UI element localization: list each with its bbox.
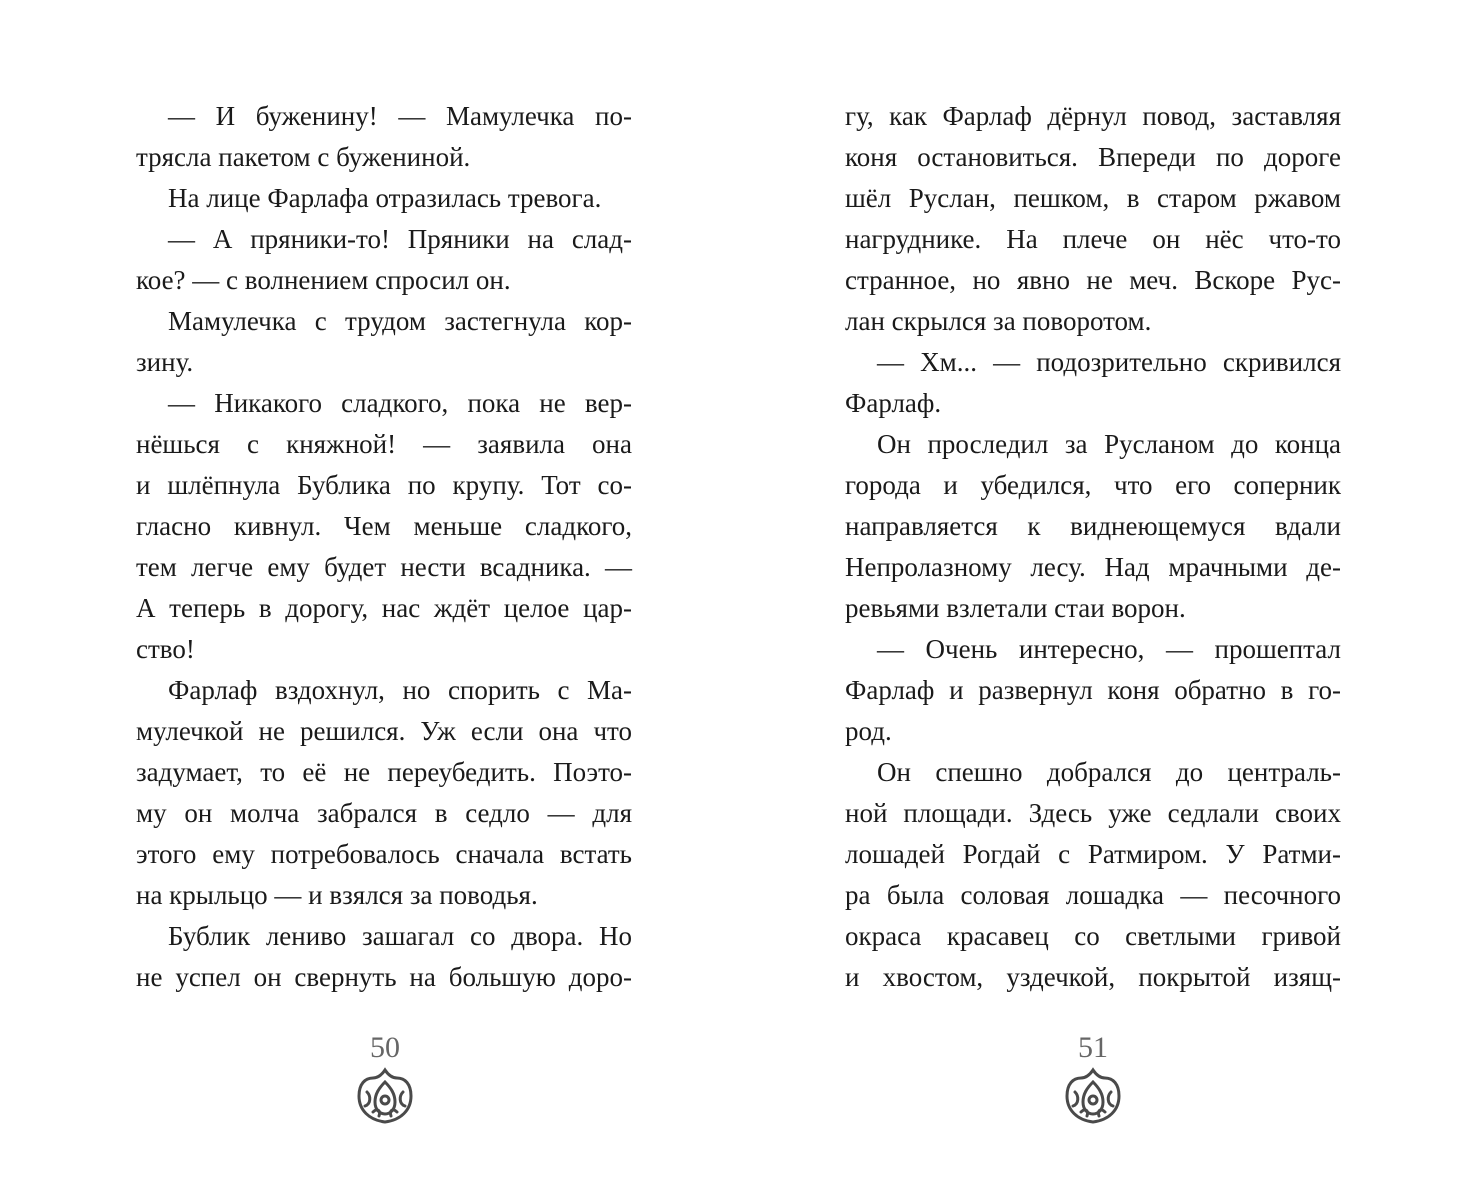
- text-line: гу, как Фарлаф дёрнул повод, заставляя: [845, 101, 1341, 131]
- text-line: трясла пакетом с бужениной.: [136, 142, 471, 172]
- text-line: род.: [845, 716, 892, 746]
- page-number-left: 50: [370, 1031, 400, 1064]
- text-line: А теперь в дорогу, нас ждёт целое цар-: [136, 593, 632, 623]
- text-line: города и убедился, что его соперник: [845, 470, 1341, 500]
- text-line: нёшься с княжной! — заявила она: [136, 429, 632, 459]
- text-line: — А пряники-то! Пряники на слад-: [168, 224, 632, 254]
- text-line: ревьями взлетали стаи ворон.: [845, 593, 1186, 623]
- text-line: коня остановиться. Впереди по дороге: [845, 142, 1341, 172]
- text-line: На лице Фарлафа отразилась тревога.: [168, 183, 602, 213]
- text-line: зину.: [136, 347, 194, 377]
- text-line: тем легче ему будет нести всадника. —: [136, 552, 632, 582]
- text-line: лан скрылся за поворотом.: [845, 306, 1152, 336]
- text-line: — И буженину! — Мамулечка по-: [168, 101, 632, 131]
- text-line: на крыльцо — и взялся за поводья.: [136, 880, 538, 910]
- text-line: му он молча забрался в седло — для: [136, 798, 632, 828]
- text-line: Он проследил за Русланом до конца: [877, 429, 1341, 459]
- text-line: Бублик лениво зашагал со двора. Но: [168, 921, 632, 951]
- text-line: мулечкой не решился. Уж если она что: [136, 716, 632, 746]
- right-page-body: [845, 96, 1341, 998]
- text-line: Мамулечка с трудом застегнула кор-: [168, 306, 632, 336]
- text-line: — Хм... — подозрительно скривился: [877, 347, 1341, 377]
- text-line: — Никакого сладкого, пока не вер-: [168, 388, 632, 418]
- text-line: странное, но явно не меч. Вскоре Рус-: [845, 265, 1341, 295]
- left-page-body: [136, 96, 632, 998]
- floral-ornament-icon: [1061, 1066, 1125, 1126]
- text-line: кое? — с волнением спросил он.: [136, 265, 511, 295]
- text-line: лошадей Рогдай с Ратмиром. У Ратми-: [845, 839, 1341, 869]
- text-line: этого ему потребовалось сначала встать: [136, 839, 632, 869]
- floral-ornament-icon: [353, 1066, 417, 1126]
- text-line: направляется к виднеющемуся вдали: [845, 511, 1341, 541]
- text-line: Фарлаф и развернул коня обратно в го-: [845, 675, 1341, 705]
- text-line: не успел он свернуть на большую доро-: [136, 962, 632, 992]
- text-line: — Очень интересно, — прошептал: [877, 634, 1341, 664]
- text-line: нагруднике. На плече он нёс что-то: [845, 224, 1341, 254]
- text-line: ство!: [136, 634, 195, 664]
- text-line: ной площади. Здесь уже седлали своих: [845, 798, 1341, 828]
- text-line: ра была соловая лошадка — песочного: [845, 880, 1341, 910]
- text-line: задумает, то её не переубедить. Поэто-: [136, 757, 632, 787]
- text-line: Он спешно добрался до централь-: [877, 757, 1341, 787]
- page-number-right: 51: [1078, 1031, 1108, 1064]
- text-line: окраса красавец со светлыми гривой: [845, 921, 1341, 951]
- text-line: гласно кивнул. Чем меньше сладкого,: [136, 511, 632, 541]
- text-line: Непролазному лесу. Над мрачными де-: [845, 552, 1341, 582]
- text-line: Фарлаф вздохнул, но спорить с Ма-: [168, 675, 632, 705]
- text-line: и хвостом, уздечкой, покрытой изящ-: [845, 962, 1341, 992]
- text-line: Фарлаф.: [845, 388, 942, 418]
- text-line: шёл Руслан, пешком, в старом ржавом: [845, 183, 1341, 213]
- text-line: и шлёпнула Бублика по крупу. Тот со-: [136, 470, 632, 500]
